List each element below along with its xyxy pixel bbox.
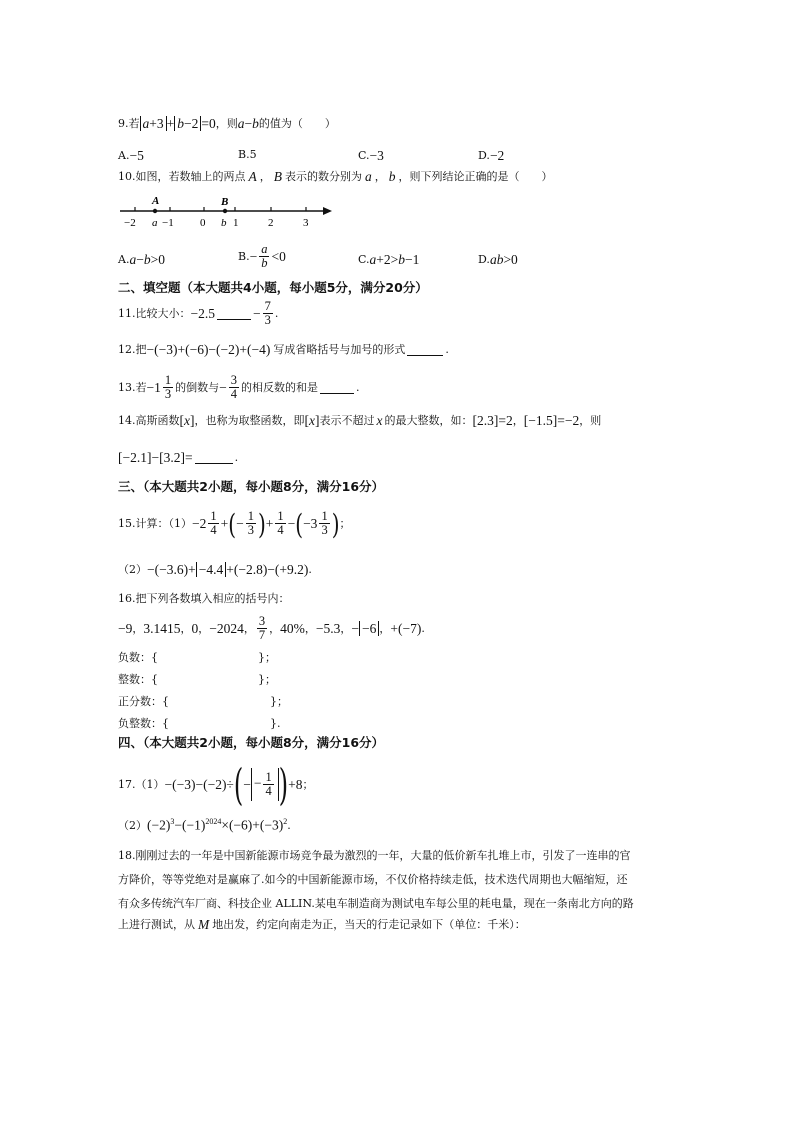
section-3-heading: 三、（本大题共2小题，每小题8分，满分16分）	[118, 479, 385, 494]
q16-number-list: −9 ， 3.1415 ， 0 ， −2024 ， $\frac{3}{7}$ ， 40% ， −5.3 ， − −6 ， +(−7) .	[118, 614, 425, 643]
question-18-line-3: 有众多传统汽车厂商、科技企业 ALLIN.某电车制造商为测试电车每公里的耗电量，现在一条南北方向的路	[118, 897, 634, 910]
question-17-part-2: （2） $(-2)^3-(-1)^{2024}\times(-6)+(-3)^2$ .	[118, 817, 291, 833]
tick-3: 3	[303, 217, 309, 229]
question-11: 11.比较大小： −2.5 − $\frac{7}{3}$ .	[118, 299, 279, 328]
q9-equation: a+3 + b−2 =0	[140, 117, 216, 131]
question-9	[118, 117, 336, 131]
q11-blank	[217, 308, 251, 320]
question-14-line-2: [−2.1]−[3.2]= .	[118, 450, 239, 465]
number-line	[118, 193, 338, 233]
tick-b: b	[221, 217, 227, 229]
q9-option-a: A. −5	[118, 148, 144, 163]
q9-stem-b: ，则	[215, 117, 238, 131]
q9-option-d: D. −2	[478, 148, 505, 163]
q9-expr: a−b	[237, 116, 259, 131]
q9-stem-c: 的值为（ ）	[258, 117, 336, 131]
question-16: 16.把下列各数填入相应的括号内：	[118, 592, 290, 605]
tick-neg1: −1	[162, 217, 174, 229]
q13-blank	[320, 382, 354, 394]
question-14-line-1: 14.高斯函数 [x] ，也称为取整函数，即 [x] 表示不超过 x 的最大整数，如： [2.3]=2 ， [−1.5]=−2 ，则	[118, 413, 602, 428]
tick-a: a	[152, 217, 158, 229]
q14-blank	[195, 452, 233, 464]
question-15-part-2: （2） −(−3.6)+ −4.4 +(−2.8)−(+9.2) .	[118, 562, 312, 577]
q16-category-positive-fraction: 正分数：{ }；	[118, 695, 288, 708]
q9-option-c: C. −3	[358, 148, 384, 163]
q12-blank	[407, 344, 443, 356]
question-15-part-1: 15.计算：（1） −2 $\frac{1}{4}$ + ( − $\frac{1}{3}$ ) + $\frac{1}{4}$ − ( −3 $\frac{1}{3}$ ) ；	[118, 506, 351, 541]
q16-category-negative: 负数：{ }；	[118, 651, 276, 664]
tick-2: 2	[268, 217, 274, 229]
question-12: 12.把 −(−3)+(−6)−(−2)+(−4) 写成省略括号与加号的形式 .	[118, 342, 449, 357]
tick-neg2: −2	[124, 217, 136, 229]
point-label-a: A	[152, 195, 160, 207]
question-18-line-1: 18.刚刚过去的一年是中国新能源市场竞争最为激烈的一年，大量的低价新车扎堆上市，引发了一连串的官	[118, 849, 631, 862]
q9-option-b: B.5	[238, 148, 257, 161]
tick-1: 1	[233, 217, 239, 229]
tick-0: 0	[200, 217, 206, 229]
q9-stem: 9.若	[118, 117, 140, 131]
q10-option-a: A. a−b>0	[118, 252, 165, 267]
point-label-b: B	[221, 196, 229, 208]
question-18-line-2: 方降价，等等党绝对是赢麻了.如今的中国新能源市场，不仅价格持续走低，技术迭代周期也大幅缩短，还	[118, 873, 628, 886]
point-b-dot	[223, 209, 227, 213]
section-2-heading: 二、填空题（本大题共4小题，每小题5分，满分20分）	[118, 280, 428, 295]
point-a-dot	[153, 209, 157, 213]
q10-option-b: B. − $\frac{a}{b}$ <0	[238, 242, 286, 271]
q16-category-negative-integer: 负整数：{ }.	[118, 717, 281, 730]
q10-option-d: D. ab>0	[478, 252, 518, 267]
question-13: 13.若 −1 $\frac{1}{3}$ 的倒数与 − $\frac{3}{4}$ 的相反数的和是 .	[118, 373, 360, 402]
question-10: 10.如图，若数轴上的两点 A ， B 表示的数分别为 a ， b ，则下列结论正确的是（ ）	[118, 169, 553, 184]
q16-category-integer: 整数：{ }；	[118, 673, 276, 686]
q10-option-c: C. a+2>b−1	[358, 252, 420, 267]
section-4-heading: 四、（本大题共2小题，每小题8分，满分16分）	[118, 735, 385, 750]
question-18-line-4: 上进行测试，从 M 地出发，约定向南走为正，当天的行走记录如下（单位：千米）：	[118, 917, 526, 932]
question-17-part-1: 17.（1） −(−3)−(−2)÷ ( − − $\frac{1}{4}$ ) +8 ；	[118, 759, 314, 810]
